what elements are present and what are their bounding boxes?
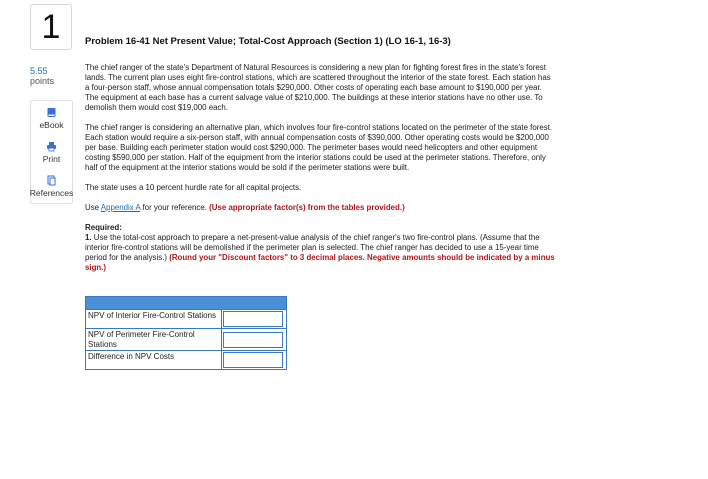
points-value: 5.55 [30, 66, 48, 76]
npv-difference-input[interactable] [223, 352, 283, 368]
npv-perimeter-input[interactable] [223, 332, 283, 348]
references-label: References [29, 187, 74, 198]
row-label: NPV of Interior Fire-Control Stations [86, 310, 222, 329]
problem-content [85, 36, 555, 283]
problem-paragraph-1: The chief ranger of the state's Department of Natural Resources is considering a new plan for fighting forest fires in the state's forest lands. The current plan uses eight fire-control stations, which are scattered throughout the interior of the state forest. Each station has a four-person staff, whose annual compensation totals $290,000. Other costs of operating each base amount to $190,000 per year. The equipment at each base has a current salvage value of $210,000. The buildings at these interior stations have no other use. To demolish them would cost $19,000 each. [85, 63, 551, 112]
table-header [86, 297, 287, 310]
required-number: 1. [85, 233, 92, 242]
problem-title: Problem 16-41 Net Present Value; Total-Cost Approach (Section 1) (LO 16-1, 16-3) [85, 36, 451, 47]
book-icon [46, 107, 57, 118]
table-row [86, 329, 287, 351]
table-header-row [86, 297, 287, 310]
use-prefix: Use [85, 203, 101, 212]
required-heading: Required: [85, 223, 122, 232]
references-button[interactable] [31, 169, 72, 203]
hurdle-rate-text: The state uses a 10 percent hurdle rate for all capital projects. [85, 183, 302, 192]
document-icon [46, 175, 57, 186]
question-number: 1 [30, 4, 72, 50]
points-label: points [30, 76, 55, 86]
appendix-reference [85, 203, 555, 213]
table-row [86, 351, 287, 370]
ebook-label: eBook [39, 119, 64, 130]
npv-interior-input[interactable] [223, 311, 283, 327]
row-label: NPV of Perimeter Fire-Control Stations [86, 329, 222, 351]
factor-instruction: (Use appropriate factor(s) from the tables provided.) [209, 203, 405, 212]
problem-paragraph-2: The chief ranger is considering an alternative plan, which involves four fire-control stations located on the perimeter of the state forest. Each station would require a six-person staff, with annual compensation costs of $390,000. Other operating costs would be $200,000 per base. Building each perimeter station would cost $290,000. The perimeter bases would need helicopters and other equipment costing $590,000 per station. Half of the equipment from the interior stations could be used at the perimeter stations. Therefore, only half of the equipment at the interior stations would be sold if the perimeter stations were built. [85, 123, 553, 172]
required-1-text [85, 233, 555, 273]
rounding-instruction: (Round your "Discount factors" to 3 decimal places. Negative amounts should be indicated by a minus sign.) [85, 253, 555, 272]
table-row [86, 310, 287, 329]
required-body: Use the total-cost approach to prepare a net-present-value analysis of the chief ranger's two fire-control plans. (Assume that the interior fire-control stations will be demolished if the perimeter plan is selected. The chief ranger has decided to use a 15-year time period for the analysis.) [85, 233, 540, 262]
npv-answer-table [85, 296, 287, 370]
printer-icon [46, 141, 57, 152]
appendix-a-link[interactable]: Appendix A [100, 203, 141, 212]
ebook-button[interactable] [31, 101, 72, 135]
row-label: Difference in NPV Costs [86, 351, 222, 370]
use-suffix: for your reference. [140, 203, 210, 212]
resource-sidebar [30, 100, 73, 204]
print-button[interactable] [31, 135, 72, 169]
print-label: Print [42, 153, 61, 164]
